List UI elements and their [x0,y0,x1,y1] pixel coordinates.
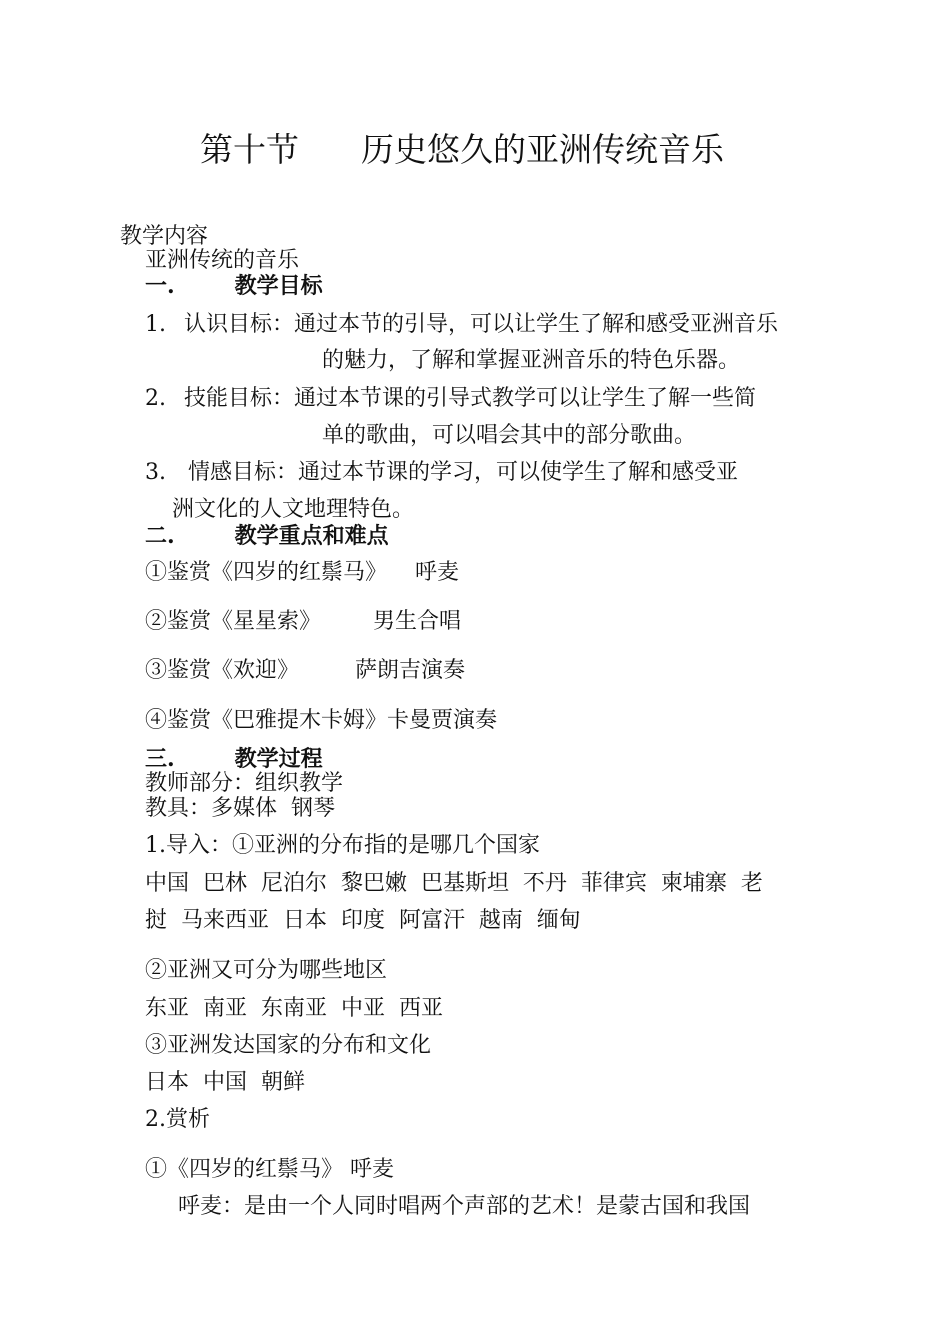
developed-list: 日本 中国 朝鲜 [145,1070,305,1095]
page-title [200,130,724,170]
section-heading-text: 教学目标 [234,273,323,299]
section-number: 一. [145,273,175,299]
appreciation-heading: 2.赏析 [145,1107,210,1132]
key-point-work: ②鉴赏《星星索》 [145,609,322,634]
section-title: 历史悠久的亚洲传统音乐 [361,130,724,169]
section-number: 第十节 [200,130,299,169]
region-list: 东亚 南亚 东南亚 中亚 西亚 [145,996,443,1021]
section-heading-process [145,746,323,772]
country-list: 中国 巴林 尼泊尔 黎巴嫩 巴基斯坦 不丹 菲律宾 柬埔寨 老 [145,871,763,896]
key-point-work: ④鉴赏《巴雅提木卡姆》 [145,708,388,733]
key-point [145,658,465,684]
teacher-part: 教师部分：组织教学 [145,771,344,796]
key-point-performer: 萨朗吉演奏 [355,658,466,683]
region-question: ②亚洲又可分为哪些地区 [145,958,388,983]
goal-item-continuation: 洲文化的人文地理特色。 [172,497,415,522]
key-point-performer: 男生合唱 [373,609,462,634]
intro-question: 1.导入：①亚洲的分布指的是哪几个国家 [145,833,540,858]
appreciation-description: 呼麦：是由一个人同时唱两个声部的艺术！是蒙古国和我国 [178,1194,751,1219]
section-heading-key-points [145,523,389,549]
goal-item [145,312,778,338]
goal-number: 2. [145,386,166,411]
key-point [145,609,461,635]
section-heading-text: 教学重点和难点 [234,523,389,549]
content-text: 亚洲传统的音乐 [145,248,300,273]
content-label: 教学内容 [120,224,209,249]
goal-item-continuation: 的魅力，了解和掌握亚洲音乐的特色乐器。 [322,348,741,373]
developed-question: ③亚洲发达国家的分布和文化 [145,1033,432,1058]
section-heading-text: 教学过程 [234,746,323,772]
section-heading-goals [145,273,323,299]
key-point [145,560,459,586]
goal-text: 情感目标：通过本节课的学习，可以使学生了解和感受亚 [188,460,739,485]
section-number: 二. [145,523,175,549]
country-list-continuation: 挝 马来西亚 日本 印度 阿富汗 越南 缅甸 [145,908,581,933]
goal-item [145,386,756,412]
goal-number: 3. [145,460,166,485]
goal-text: 技能目标：通过本节课的引导式教学可以让学生了解一些简 [184,386,757,411]
goal-item [145,460,738,486]
key-point-performer: 呼麦 [415,560,460,585]
goal-item-continuation: 单的歌曲，可以唱会其中的部分歌曲。 [322,423,697,448]
goal-number: 1. [145,312,166,337]
key-point-work: ①鉴赏《四岁的红鬃马》 [145,560,388,585]
teaching-tools: 教具：多媒体 钢琴 [145,796,335,821]
key-point-work: ③鉴赏《欢迎》 [145,658,300,683]
appreciation-item: ①《四岁的红鬃马》 呼麦 [145,1157,394,1182]
key-point-performer: 卡曼贾演奏 [387,708,498,733]
section-number: 三. [145,746,175,772]
key-point [145,708,497,734]
goal-text: 认识目标：通过本节的引导，可以让学生了解和感受亚洲音乐 [184,312,779,337]
